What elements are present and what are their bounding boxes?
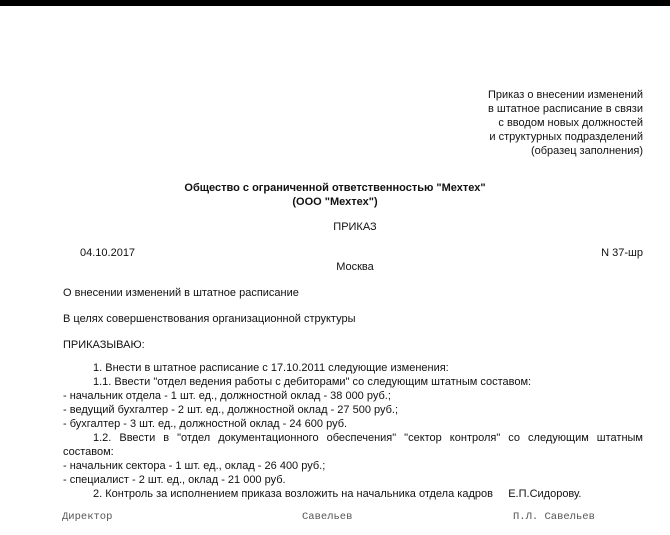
order-title: ПРИКАЗ: [333, 221, 377, 233]
item-1-2-continuation: составом:: [63, 446, 114, 458]
signature-name: П.Л. Савельев: [513, 511, 595, 523]
staff-line: - ведущий бухгалтер - 2 шт. ед., должностной оклад - 27 500 руб.;: [63, 404, 399, 416]
order-subject: О внесении изменений в штатное расписание: [63, 287, 299, 299]
order-command: ПРИКАЗЫВАЮ:: [63, 339, 145, 351]
item-1-2: 1.2. Ввести в "отдел документационного обеспечения" "сектор контроля" со следующим штатным: [93, 432, 643, 444]
order-purpose: В целях совершенствования организационной структуры: [63, 313, 356, 325]
item-1: 1. Внести в штатное расписание с 17.10.2011 следующие изменения:: [93, 362, 449, 374]
header-note-line: (образец заполнения): [530, 145, 643, 157]
top-border: [0, 0, 670, 6]
order-number: N 37-шр: [601, 247, 643, 259]
organization-short-name: (ООО "Мехтех"): [292, 196, 378, 208]
signature: Савельев: [302, 511, 353, 523]
header-note-line: Приказ о внесении изменений: [488, 89, 643, 101]
staff-line: - специалист - 2 шт. ед., оклад - 21 000 руб.: [63, 474, 286, 486]
header-note-line: с вводом новых должностей: [498, 117, 643, 129]
staff-line: - начальник сектора - 1 шт. ед., оклад - 26 400 руб.;: [63, 460, 326, 472]
staff-line: - бухгалтер - 3 шт. ед., должностной оклад - 24 600 руб.: [63, 418, 348, 430]
header-note-line: и структурных подразделений: [489, 131, 643, 143]
item-1-1: 1.1. Ввести "отдел ведения работы с дебиторами" со следующим штатным составом:: [93, 376, 532, 388]
organization-full-name: Общество с ограниченной ответственностью "Мехтех": [184, 182, 486, 194]
order-city: Москва: [336, 261, 374, 273]
signature-position: Директор: [62, 511, 113, 523]
order-date: 04.10.2017: [80, 247, 136, 259]
staff-line: - начальник отдела - 1 шт. ед., должностной оклад - 38 000 руб.;: [63, 390, 391, 402]
header-note-line: в штатное расписание в связи: [487, 103, 643, 115]
item-2: 2. Контроль за исполнением приказа возложить на начальника отдела кадров Е.П.Сидорову.: [93, 488, 582, 500]
